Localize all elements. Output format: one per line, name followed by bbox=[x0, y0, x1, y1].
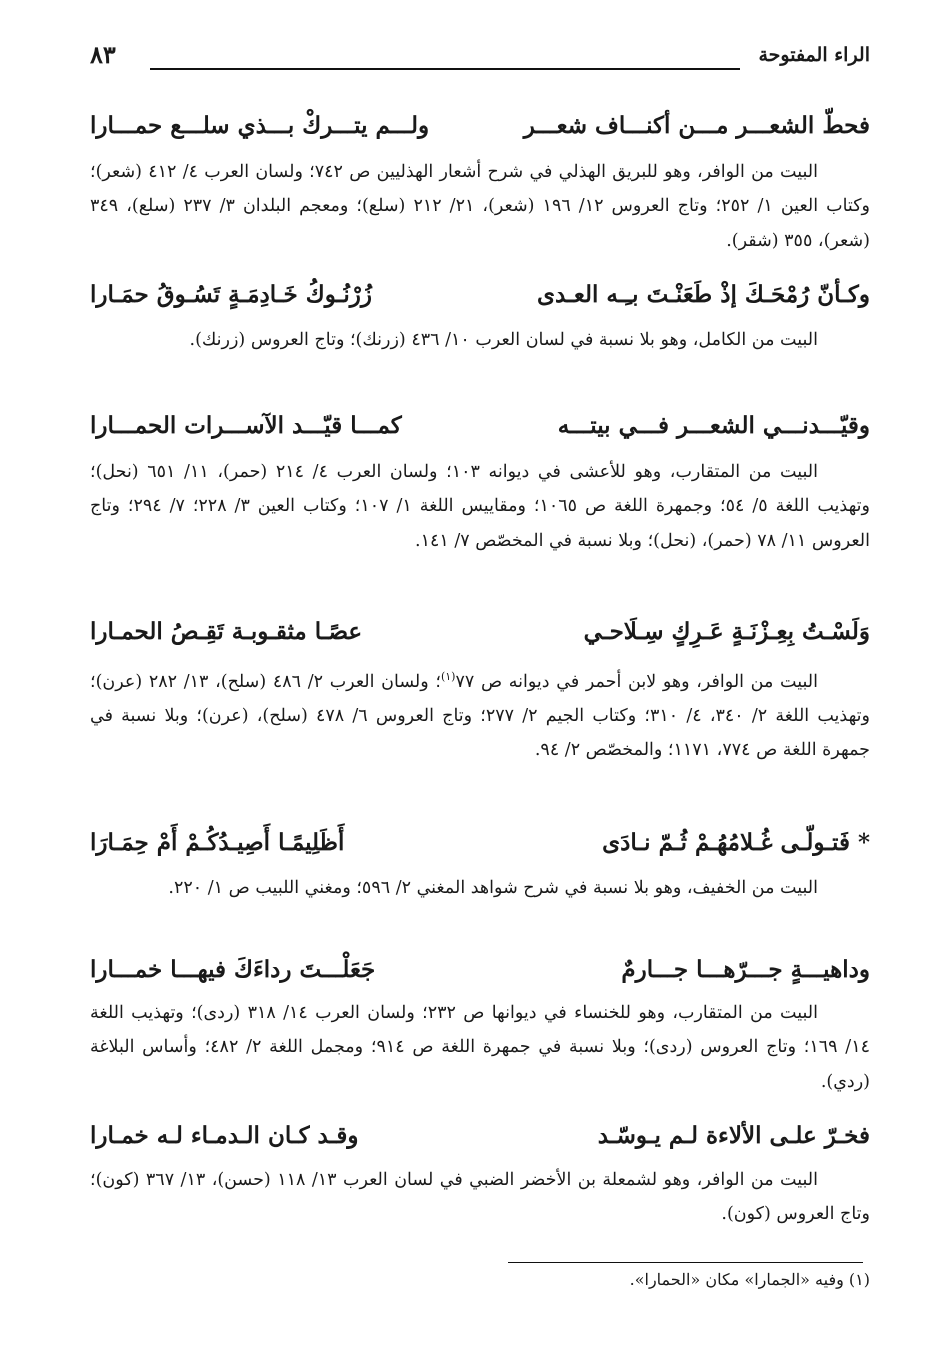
verse-commentary bbox=[90, 455, 870, 558]
verse-line bbox=[90, 612, 870, 652]
commentary-text: ؛ ولسان العرب ٢/ ٤٨٦ (سلح)، ١٣/ ٢٨٢ (عرن)؛ وتهذيب اللغة ٢/ ٣٤٠، ٤/ ٣١٠؛ وكتاب الجيم ٢/ ٢٧٧؛ وتاج العروس ٦/ ٤٧٨ (سلح)، (عرن)؛ وبلا نسبة في جمهرة اللغة ص ٧٧٤، ١١٧١؛ والمخصّص ٢/ ٩٤. bbox=[90, 671, 870, 761]
verse-second-hemistich: أَظَلِيمًـا أَصِيـدُكُـمْ أَمْ حِمَـارَا bbox=[90, 829, 345, 856]
verse-first-hemistich: وداهيـــةٍ جـــرّهـــا جـــارمٌ bbox=[621, 956, 870, 983]
footnote-separator bbox=[508, 1262, 863, 1263]
verse-second-hemistich: كمـــا قيّـــد الآســـرات الحمـــارا bbox=[90, 412, 402, 439]
verse-line bbox=[90, 823, 870, 863]
verse-first-hemistich: وقيّـــدنـــي الشعـــر فـــي بيتـــه bbox=[557, 412, 870, 439]
verse-first-hemistich: وَلَسْـتُ بِعِـزْنَـةٍ عَـرِكٍ سِـلَاحـي bbox=[583, 618, 870, 645]
commentary-text: البيت من الوافر، وهو للبريق الهذلي في شرح أشعار الهذليين ص ٧٤٢؛ ولسان العرب ٤/ ٤١٢ (شعر)؛ وكتاب العين ١/ ٢٥٢؛ وتاج العروس ١٢/ ١٩٦ (شعر)، ٢١/ ٢١٢ (سلع)؛ ومعجم البلدان ٣/ ٢٣٧ (سلع)، ٣٤٩ (شعر)، ٣٥٥ (شقر). bbox=[90, 162, 870, 251]
verse-first-hemistich: وكـأنّ رُمْحَـكَ إذْ طَعَنْـتَ بـِـه العـدى bbox=[537, 281, 870, 308]
verse-commentary bbox=[90, 996, 870, 1099]
commentary-text: البيت من الوافر، وهو لشمعلة بن الأخضر الضبي في لسان العرب ١٣/ ١١٨ (حسن)، ١٣/ ٣٦٧ (كون)؛ وتاج العروس (كون). bbox=[90, 1170, 870, 1225]
verse-line bbox=[90, 106, 870, 146]
verse-commentary bbox=[90, 1163, 870, 1232]
commentary-text: البيت من الوافر، وهو لابن أحمر في ديوانه ص ٧٧ bbox=[455, 671, 818, 692]
verse-line bbox=[90, 275, 870, 315]
commentary-text: البيت من المتقارب، وهو للخنساء في ديوانها ص ٢٣٢؛ ولسان العرب ١٤/ ٣١٨ (ردى)؛ وتهذيب اللغة ١٤/ ١٦٩؛ وتاج العروس (ردى)؛ وبلا نسبة في جمهرة اللغة ص ٩١٤؛ ومجمل اللغة ٢/ ٤٨٢؛ وأساس البلاغة (ردي). bbox=[90, 1003, 870, 1092]
verse-line bbox=[90, 406, 870, 446]
commentary-text: البيت من المتقارب، وهو للأعشى في ديوانه ١٠٣؛ ولسان العرب ٤/ ٢١٤ (حمر)، ١١/ ٦٥١ (نحل)؛ وتهذيب اللغة ٥/ ٥٤؛ وجمهرة اللغة ص ١٠٦٥؛ ومقاييس اللغة ١/ ١٠٧؛ وكتاب العين ٣/ ٢٢٨؛ ٧/ ٢٩٤؛ وتاج العروس ١١/ ٧٨ (حمر)، (نحل)؛ وبلا نسبة في المخصّص ٧/ ١٤١. bbox=[90, 462, 870, 551]
verse-line bbox=[90, 1116, 870, 1156]
footnote-reference[interactable]: (١) bbox=[440, 670, 456, 683]
verse-commentary bbox=[90, 871, 870, 905]
verse-commentary bbox=[90, 660, 870, 768]
verse-first-hemistich: فخـرّ علـى الألاءة لـم يـوسّـد bbox=[597, 1122, 870, 1149]
verse-second-hemistich: ولـــم يتـــركْ بـــذي سلـــع حمـــارا bbox=[90, 112, 430, 139]
verse-second-hemistich: وقـد كـان الـدمـاء لـه خمـارا bbox=[90, 1122, 359, 1149]
commentary-text: البيت من الخفيف، وهو بلا نسبة في شرح شواهد المغني ٢/ ٥٩٦؛ ومغني اللبيب ص ١/ ٢٢٠. bbox=[168, 878, 818, 898]
verse-commentary bbox=[90, 323, 870, 357]
page-header bbox=[90, 40, 870, 80]
verse-second-hemistich: زُرْنُـوكُ خَـادِمَـةٍ تَسُـوقُ حمَـارا bbox=[90, 281, 372, 308]
verse-second-hemistich: جَعَلْـــتَ رداءَكَ فيهـــا خمـــارا bbox=[90, 956, 376, 983]
verse-first-hemistich: * فَتـولّـى غُـلامُهُـمْ ثُـمّ نـادَى bbox=[602, 829, 870, 856]
footnote: (١) وفيه «الجمارا» مكان «الحمارا». bbox=[629, 1270, 870, 1289]
verse-commentary bbox=[90, 155, 870, 258]
page-number: ٨٣ bbox=[90, 40, 116, 69]
commentary-text: البيت من الكامل، وهو بلا نسبة في لسان العرب ١٠/ ٤٣٦ (زرنك)؛ وتاج العروس (زرنك). bbox=[189, 330, 818, 350]
header-rule bbox=[150, 68, 740, 70]
verse-second-hemistich: عصًـا مثقـوبـة تَقِـصُ الحمـارا bbox=[90, 618, 363, 645]
chapter-title: الراء المفتوحة bbox=[758, 44, 870, 66]
verse-first-hemistich: فحطّ الشعـــر مـــن أكنـــاف شعـــر bbox=[523, 112, 870, 139]
verse-line bbox=[90, 950, 870, 990]
